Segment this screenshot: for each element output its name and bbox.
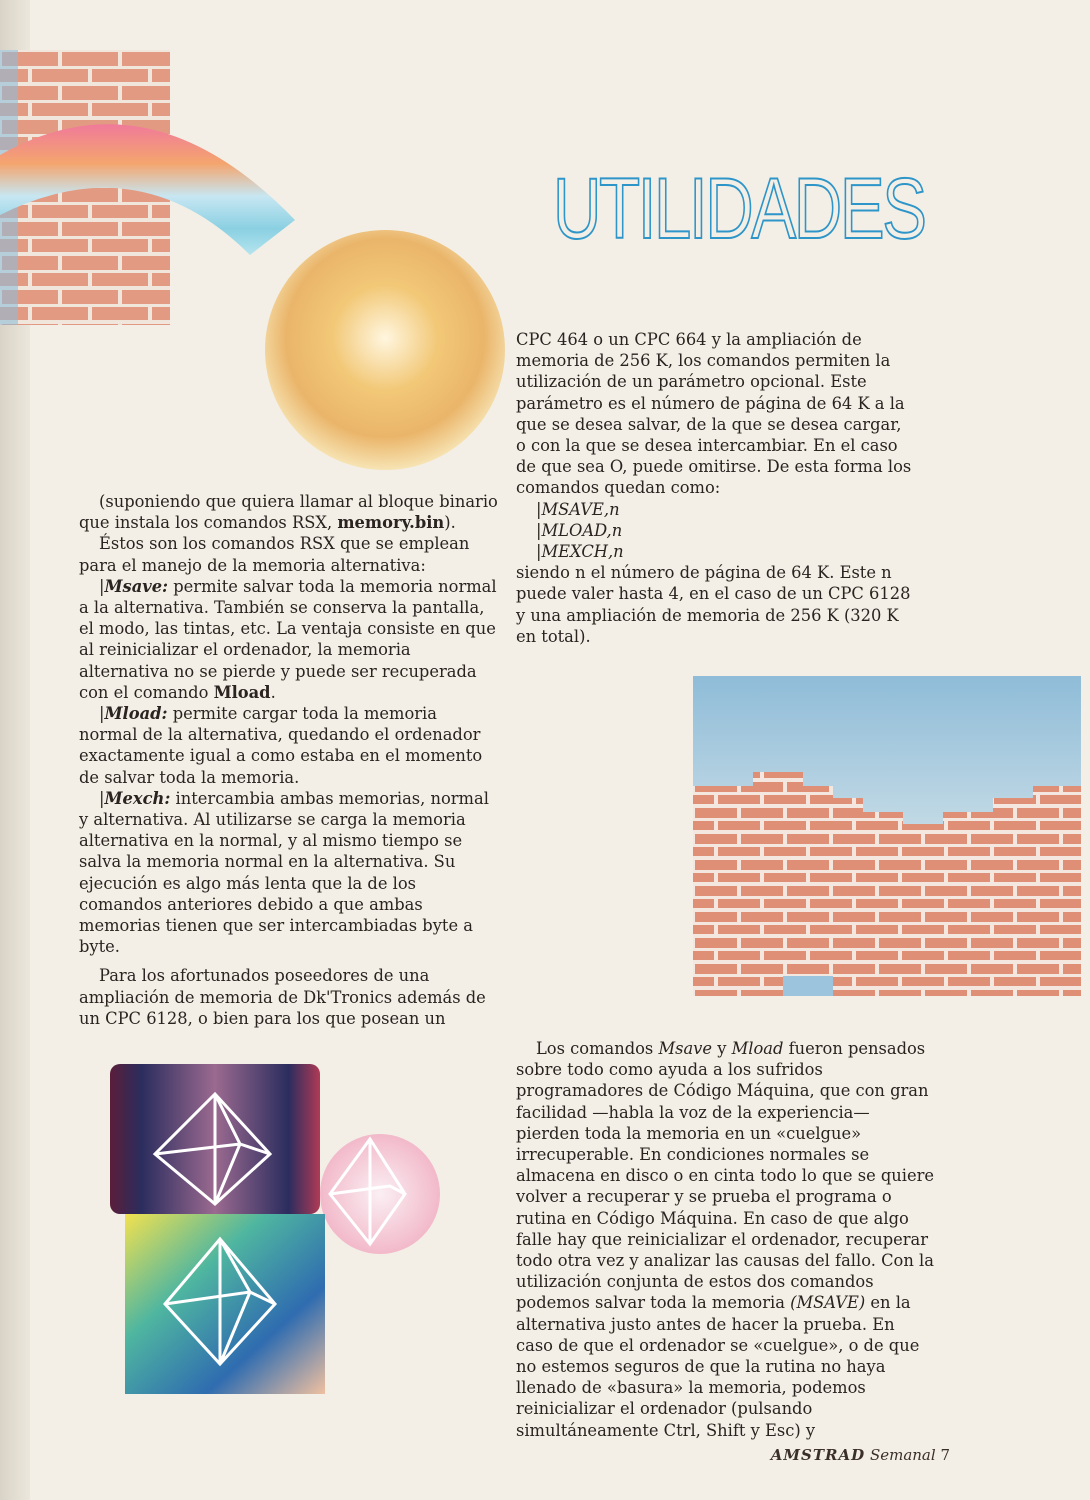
command-msave: |MSAVE,n bbox=[536, 499, 620, 519]
paragraph: Éstos son los comandos RSX que se emplean para el manejo de la memoria alternativa: bbox=[79, 534, 470, 575]
paragraph: Los comandos Msave y Mload fueron pensados sobre todo como ayuda a los sufridos programadores de Código Máquina, que con gran facilidad —habla la voz de la experiencia— pierden toda la memoria en un «cuelgue» irrecuperable. En condiciones normales se almacena en disco o en cinta todo lo que se quiere volver a recuperar y se prueba el programa o rutina en Código Máquina. En caso de que algo falle hay que reinicializar el ordenador, recuperar todo otra vez y analizar las causas del fallo. Con la utilización conjunta de estos dos comandos podemos salvar toda la memoria (MSAVE) en la alternativa justo antes de hacer la prueba. En caso de que el ordenador se «cuelgue», o de que no estemos seguros de que la rutina no haya llenado de «basura» la memoria, podemos reinicializar el ordenador (pulsando simultáneamente Ctrl, Shift y Esc) y bbox=[516, 1039, 935, 1440]
rainbow-brick-illustration bbox=[0, 50, 520, 490]
paragraph: Para los afortunados poseedores de una ampliación de memoria de Dk'Tronics además de un CPC 6128, o bien para los que posean un bbox=[79, 966, 486, 1028]
brick-wall-sky-illustration bbox=[693, 676, 1081, 996]
paragraph: siendo n el número de página de 64 K. Este n puede valer hasta 4, en el caso de un CPC 6128 y una ampliación de memoria de 256 K (320 K en total). bbox=[516, 563, 911, 646]
command-mload: |MLOAD,n bbox=[536, 520, 623, 540]
left-text-column bbox=[79, 491, 499, 1029]
right-text-column-top bbox=[516, 329, 916, 647]
paragraph: (suponiendo que quiera llamar al bloque binario que instala los comandos RSX, memory.bin). bbox=[79, 492, 498, 533]
paragraph: CPC 464 o un CPC 664 y la ampliación de memoria de 256 K, los comandos permiten la utilización de un parámetro opcional. Este parámetro es el número de página de 64 K a la que se desea salvar, de la que se desea cargar, o con la que se desea intercambiar. En el caso de que sea O, puede omitirse. De esta forma los comandos quedan como: bbox=[516, 330, 912, 498]
page-number: 7 bbox=[940, 1446, 950, 1464]
octahedra-illustration bbox=[100, 1064, 440, 1414]
magazine-brand: AMSTRAD bbox=[770, 1446, 866, 1464]
right-text-column-bottom bbox=[516, 1038, 936, 1441]
page-footer bbox=[771, 1446, 950, 1464]
page-title: UTILIDADES bbox=[553, 161, 925, 257]
mload-description: |Mload: permite cargar toda la memoria normal de la alternativa, quedando el ordenador exactamente igual a como estaba en el momento de salvar toda la memoria. bbox=[79, 704, 483, 787]
msave-description: |Msave: permite salvar toda la memoria normal a la alternativa. También se conserva la pantalla, el modo, las tintas, etc. La ventaja consiste en que al reinicializar el ordenador, la memoria alternativa no se pierde y puede ser recuperada con el comando Mload. bbox=[79, 576, 497, 702]
command-mexch: |MEXCH,n bbox=[536, 542, 624, 562]
mexch-description: |Mexch: intercambia ambas memorias, normal y alternativa. Al utilizarse se carga la memoria alternativa en la normal, y al mismo tiempo se salva la memoria normal en la alternativa. Su ejecución es algo más lenta que la de los comandos anteriores debido a que ambas memorias tienen que ser intercambiadas byte a byte. bbox=[79, 788, 489, 957]
magazine-subtitle: Semanal bbox=[869, 1446, 936, 1464]
